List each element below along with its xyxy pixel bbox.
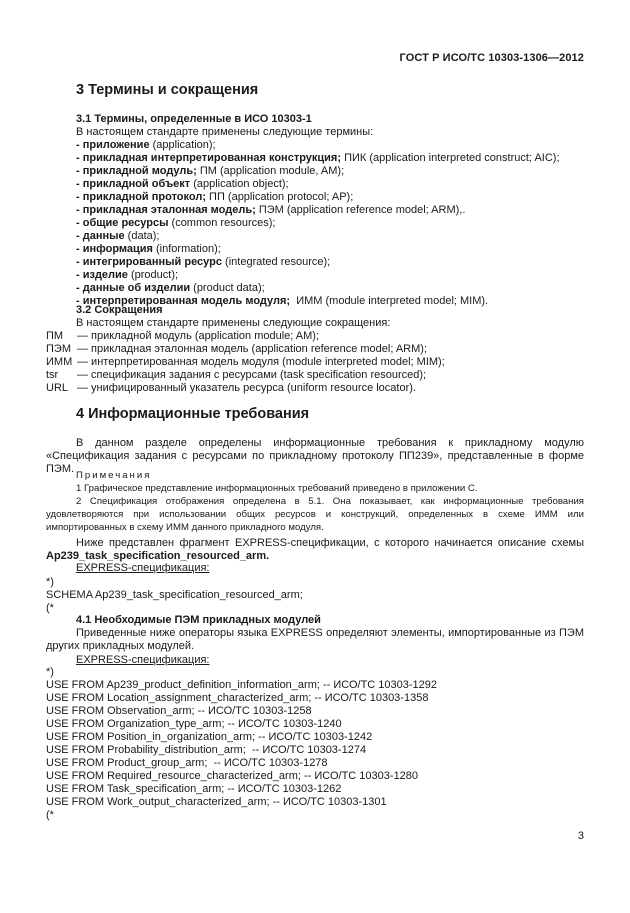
term-name: - прикладной протокол; [76, 191, 206, 203]
term-description: (common resources); [168, 217, 276, 229]
term-description: ПЭМ (application reference model; ARM),. [255, 204, 466, 216]
standard-header: ГОСТ Р ИСО/ТС 10303-1306—2012 [399, 52, 584, 64]
code-open: *) [46, 576, 54, 588]
term-name: - прикладная эталонная модель; [76, 204, 256, 216]
term-item [76, 204, 465, 217]
term-item [76, 152, 560, 165]
schema-name: Ap239_task_specification_resourced_arm. [46, 550, 270, 562]
schema-declaration: SCHEMA Ap239_task_specification_resourced_arm; [46, 589, 303, 601]
term-description: ПМ (application module, AM); [196, 165, 345, 177]
code-close: (* [46, 602, 54, 614]
term-description: (application object); [190, 178, 289, 190]
abbreviation-item [46, 382, 416, 395]
abbreviation: URL [46, 382, 69, 394]
code-open-2: *) [46, 666, 54, 678]
term-name: - прикладной объект [76, 178, 191, 190]
term-description: (application); [149, 139, 216, 151]
notes-label: Примечания [76, 470, 152, 481]
subsection-3-2-intro: В настоящем стандарте применены следующие сокращения: [76, 317, 391, 329]
term-item [76, 178, 289, 191]
use-from-statement: USE FROM Organization_type_arm; -- ИСО/ТС 10303-1240 [46, 718, 342, 730]
use-from-statement: USE FROM Probability_distribution_arm; -- ИСО/ТС 10303-1274 [46, 744, 367, 756]
subsection-3-1-intro: В настоящем стандарте применены следующие термины: [76, 126, 374, 138]
abbreviation-item [46, 356, 445, 369]
abbreviation: ПМ [46, 330, 64, 342]
schema-intro-text: Ниже представлен фрагмент EXPRESS-спецификации, с которого начинается описание схемы [76, 537, 584, 549]
schema-intro-paragraph [46, 537, 584, 563]
term-item [76, 269, 178, 282]
express-spec-label-2: EXPRESS-спецификация: [76, 654, 210, 666]
term-description: (information); [152, 243, 221, 255]
term-name: - информация [76, 243, 153, 255]
term-name: - прикладной модуль; [76, 165, 197, 177]
term-description: (product data); [190, 282, 265, 294]
term-name: - приложение [76, 139, 150, 151]
term-name: - данные об изделии [76, 282, 191, 294]
term-description: (product); [127, 269, 179, 281]
term-item [76, 217, 275, 230]
abbreviation-description: — унифицированный указатель ресурса (uniform resource locator). [77, 382, 416, 394]
term-description: ПИК (application interpreted construct; AIC); [341, 152, 560, 164]
express-spec-label: EXPRESS-спецификация: [76, 562, 210, 574]
section-4-title: 4 Информационные требования [76, 406, 310, 422]
use-from-statement: USE FROM Ap239_product_definition_information_arm; -- ИСО/ТС 10303-1292 [46, 679, 438, 691]
subsection-4-1-paragraph: Приведенные ниже операторы языка EXPRESS определяют элементы, импортированные из ПЭМ других прикладных модулей. [46, 627, 584, 652]
term-name: - общие ресурсы [76, 217, 169, 229]
page-number: 3 [577, 830, 584, 842]
abbreviation-item [46, 369, 426, 382]
abbreviation-description: — спецификация задания с ресурсами (task specification resourced); [77, 369, 427, 381]
use-from-statement: USE FROM Location_assignment_characterized_arm; -- ИСО/ТС 10303-1358 [46, 692, 429, 704]
abbreviation: ПЭМ [46, 343, 71, 355]
term-item [76, 191, 353, 204]
term-item [76, 243, 221, 256]
term-description: ПП (application protocol; AP); [205, 191, 354, 203]
subsection-4-1-title: 4.1 Необходимые ПЭМ прикладных модулей [76, 614, 321, 626]
term-item [76, 282, 265, 295]
term-name: - данные [76, 230, 125, 242]
term-name: - интерпретированная модель модуля; [76, 295, 291, 307]
use-from-statement: USE FROM Work_output_characterized_arm; -- ИСО/ТС 10303-1301 [46, 796, 387, 808]
abbreviation: ИММ [46, 356, 73, 368]
term-item [76, 165, 344, 178]
use-from-statement: USE FROM Observation_arm; -- ИСО/ТС 10303-1258 [46, 705, 312, 717]
subsection-3-1-title: 3.1 Термины, определенные в ИСО 10303-1 [76, 113, 312, 125]
abbreviation-item [46, 330, 319, 343]
term-item [76, 230, 159, 243]
code-close-2: (* [46, 809, 54, 821]
term-item [76, 139, 216, 152]
use-from-statement: USE FROM Position_in_organization_arm; -- ИСО/ТС 10303-1242 [46, 731, 373, 743]
note-2: 2 Спецификация отображения определена в 5.1. Она показывает, как информационные требования удовлетворяются при использовании общих ресурсов и конструкций, определенных в схеме ИММ или импортированных в схему ИММ данного прикладного модуля. [46, 496, 584, 533]
use-from-statement: USE FROM Required_resource_characterized_arm; -- ИСО/ТС 10303-1280 [46, 770, 419, 782]
use-from-statement: USE FROM Product_group_arm; -- ИСО/ТС 10303-1278 [46, 757, 328, 769]
term-name: - интегрированный ресурс [76, 256, 222, 268]
term-name: - изделие [76, 269, 128, 281]
section-4-paragraph: В данном разделе определены информационные требования к прикладному модулю «Спецификация задания с ресурсами по прикладному протоколу ПП239», представленные в форме ПЭМ. [46, 437, 584, 475]
section-3-title: 3 Термины и сокращения [76, 82, 259, 98]
term-description: (integrated resource); [222, 256, 331, 268]
abbreviation-description: — интерпретированная модель модуля (module interpreted model; MIM); [77, 356, 445, 368]
subsection-3-2-title: 3.2 Сокращения [76, 304, 163, 316]
term-item [76, 256, 330, 269]
abbreviation-item [46, 343, 427, 356]
term-description: ИММ (module interpreted model; MIM). [290, 295, 489, 307]
term-name: - прикладная интерпретированная конструкция; [76, 152, 342, 164]
abbreviation-description: — прикладная эталонная модель (application reference model; ARM); [77, 343, 427, 355]
abbreviation: tsr [46, 369, 59, 381]
use-from-statement: USE FROM Task_specification_arm; -- ИСО/ТС 10303-1262 [46, 783, 342, 795]
note-1: 1 Графическое представление информационных требований приведено в приложении С. [76, 483, 478, 494]
term-description: (data); [124, 230, 160, 242]
abbreviation-description: — прикладной модуль (application module; AM); [77, 330, 319, 342]
